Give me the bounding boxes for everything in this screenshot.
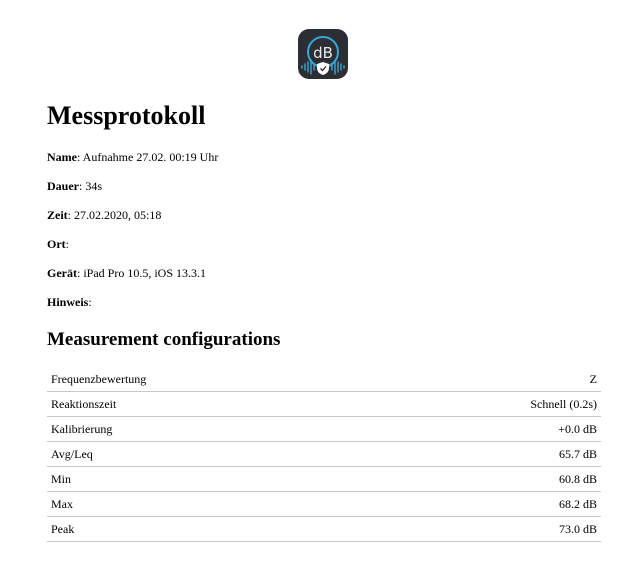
config-row-value: 65.7 dB (369, 442, 601, 467)
config-section-title: Measurement configurations (47, 329, 281, 350)
config-row-calibration (47, 417, 601, 442)
config-row-value: 73.0 dB (369, 517, 601, 542)
meta-note-label: Hinweis (47, 295, 89, 309)
config-row-min (47, 467, 601, 492)
config-table (47, 367, 601, 542)
config-row-value: Z (369, 367, 601, 392)
config-row-value: 68.2 dB (369, 492, 601, 517)
meta-time-value: 27.02.2020, 05:18 (74, 208, 162, 222)
decibel-shield-icon (298, 29, 348, 79)
meta-device-label: Gerät (47, 266, 77, 280)
config-row-max (47, 492, 601, 517)
meta-device-value: iPad Pro 10.5, iOS 13.3.1 (83, 266, 207, 280)
config-row-value: 60.8 dB (369, 467, 601, 492)
meta-name: Name: Aufnahme 27.02. 00:19 Uhr (47, 150, 219, 164)
config-row-label: Reaktionszeit (47, 392, 369, 417)
config-row-peak (47, 517, 601, 542)
config-row-value: +0.0 dB (369, 417, 601, 442)
meta-duration-value: 34s (85, 179, 103, 193)
config-row-label: Peak (47, 517, 369, 542)
svg-text:dB: dB (313, 44, 333, 62)
meta-name-value: Aufnahme 27.02. 00:19 Uhr (82, 150, 219, 164)
meta-location-label: Ort (47, 237, 66, 251)
config-row-label: Avg/Leq (47, 442, 369, 467)
config-row-frequency-weighting (47, 367, 601, 392)
app-logo (298, 29, 348, 79)
meta-location: Ort: (47, 237, 69, 251)
meta-duration-label: Dauer (47, 179, 79, 193)
meta-time: Zeit: 27.02.2020, 05:18 (47, 208, 162, 222)
meta-device: Gerät: iPad Pro 10.5, iOS 13.3.1 (47, 266, 207, 280)
meta-note: Hinweis: (47, 295, 92, 309)
config-row-label: Max (47, 492, 369, 517)
config-row-label: Min (47, 467, 369, 492)
config-row-value: Schnell (0.2s) (369, 392, 601, 417)
config-row-response-time (47, 392, 601, 417)
page-title: Messprotokoll (47, 101, 206, 130)
meta-time-label: Zeit (47, 208, 68, 222)
config-row-avg-leq (47, 442, 601, 467)
meta-name-label: Name (47, 150, 77, 164)
config-row-label: Frequenzbewertung (47, 367, 369, 392)
config-row-label: Kalibrierung (47, 417, 369, 442)
meta-duration: Dauer: 34s (47, 179, 103, 193)
